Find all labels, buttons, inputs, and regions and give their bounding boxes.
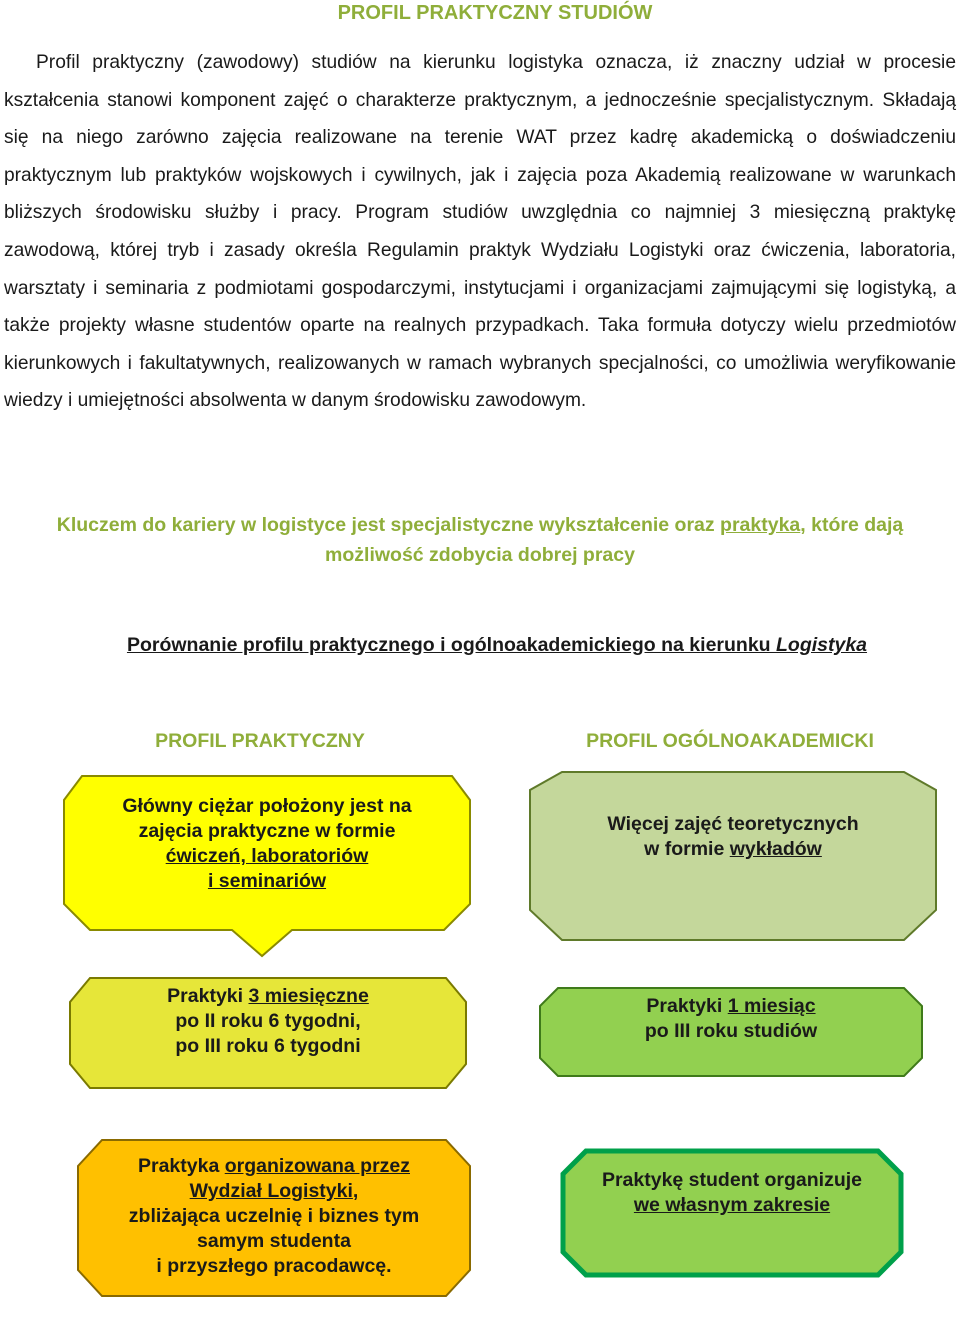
intro-paragraph bbox=[4, 44, 956, 420]
callout-practical-3: Praktyka organizowana przez Wydział Logistyki, zbliżająca uczelnię i biznes tym samym studenta i przyszłego pracodawcę. bbox=[76, 1138, 472, 1298]
intro-text: Profil praktyczny (zawodowy) studiów na kierunku logistyka oznacza, iż znaczny udział w procesie kształcenia stanowi komponent zajęć o charakterze praktycznym, a jednocześnie specjalistycznym. Składają się na niego zarówno zajęcia realizowane na terenie WAT przez kadrę akademicką o doświadczeniu praktycznym lub praktyków wojskowych i cywilnych, jak i zajęcia poza Akademią realizowane w warunkach bliższych środowisku służby i pracy. Program studiów uwzględnia co najmniej 3 miesięczną praktykę zawodową, której tryb i zasady określa Regulamin praktyk Wydziału Logistyki oraz ćwiczenia, laboratoria, warsztaty i seminaria z podmiotami gospodarczymi, instytucjami i organizacjami zajmującymi się logistyką, a także projekty własne studentów oparte na realnych przypadkach. Taka formuła dotyczy wielu przedmiotów kierunkowych i fakultatywnych, realizowanych w ramach wybranych specjalności, co umożliwia weryfikowanie wiedzy i umiejętności absolwenta w danym środowisku zawodowym. bbox=[4, 52, 956, 412]
motto-text: Kluczem do kariery w logistyce jest specjalistyczne wykształcenie oraz praktyka, które dają możliwość zdobycia dobrej pracy bbox=[56, 514, 904, 566]
callout-academic-1: Więcej zajęć teoretycznych w formie wykładów bbox=[528, 770, 938, 942]
comparison-subject: Logistyka bbox=[776, 634, 868, 656]
column-title-practical: PROFIL PRAKTYCZNY bbox=[155, 730, 365, 752]
column-title-academic: PROFIL OGÓLNOAKADEMICKI bbox=[586, 730, 874, 752]
callout-academic-2: Praktyki 1 miesiąc po III roku studiów bbox=[538, 986, 924, 1078]
callout-practical-2: Praktyki 3 miesięczne po II roku 6 tygodni, po III roku 6 tygodni bbox=[68, 976, 468, 1090]
comparison-heading: Porównanie profilu praktycznego i ogólnoakademickiego na kierunku Logistyka bbox=[126, 634, 868, 656]
motto-underlined-word: praktyka bbox=[720, 514, 801, 536]
callout-academic-3: Praktykę student organizuje we własnym zakresie bbox=[560, 1148, 904, 1278]
page-title: PROFIL PRAKTYCZNY STUDIÓW bbox=[337, 2, 653, 24]
callout-practical-1: Główny ciężar położony jest na zajęcia praktyczne w formie ćwiczeń, laboratoriów i seminariów bbox=[62, 774, 472, 958]
